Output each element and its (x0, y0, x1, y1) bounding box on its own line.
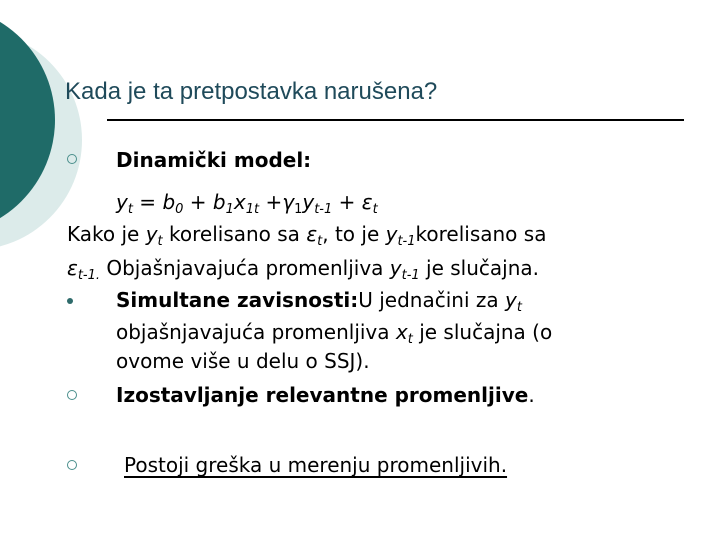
explanation-line-2: $\varepsilon_{t-1.}$ Objašnjavajuća promenljiva $y_{t-1}$ je slučajna. (67, 256, 539, 283)
decorative-circles (0, 0, 130, 300)
item1-heading: Dinamički model: (116, 148, 312, 172)
dynamic-model-equation: $y_t = b_0 + b_1x_{1t} +\gamma_1y_{t-1} + \varepsilon_t$ (116, 190, 378, 217)
dot-bullet-icon (67, 298, 73, 304)
item2-line-3: ovome više u delu o SSJ). (116, 349, 370, 373)
ring-bullet-icon (67, 460, 77, 470)
title-underline (107, 119, 684, 121)
item3-text: Izostavljanje relevantne promenljive. (116, 383, 535, 407)
ring-bullet-icon (67, 390, 77, 400)
item2-line-2: objašnjavajuća promenljiva $x_t$ je slučajna (o (116, 320, 553, 347)
explanation-line-1: Kako je $y_t$ korelisano sa $\varepsilon_t$, to je $y_{t-1}korelisano$ sa (67, 222, 547, 249)
ring-bullet-icon (67, 154, 77, 164)
item4-text: Postoji greška u merenju promenljivih. (124, 453, 508, 477)
item2-line-1: Simultane zavisnosti:U jednačini za $y_t$ (116, 288, 522, 315)
slide-title: Kada je ta pretpostavka narušena? (65, 78, 438, 105)
